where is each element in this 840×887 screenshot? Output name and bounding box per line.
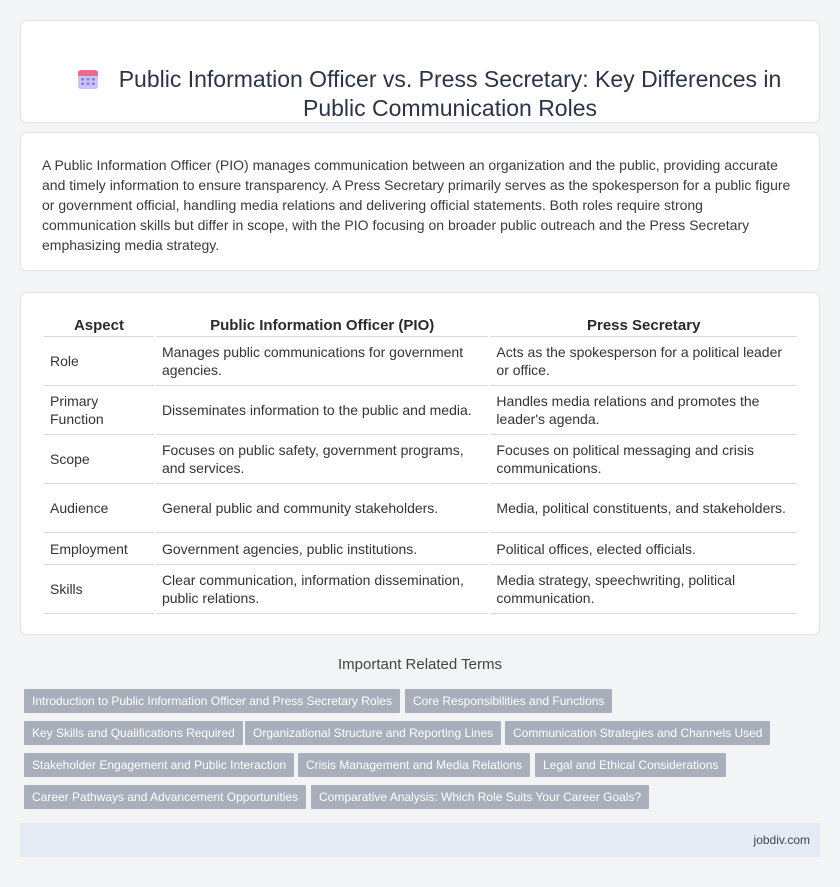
table-row	[44, 484, 797, 533]
table-cell: Scope	[44, 435, 154, 484]
table-header-row	[44, 315, 797, 337]
comparison-card	[20, 292, 820, 635]
table-row	[44, 533, 797, 565]
table-cell: Acts as the spokesperson for a political leader or office.	[490, 337, 797, 386]
calendar-icon	[76, 67, 100, 91]
table-cell: Employment	[44, 533, 154, 565]
table-cell: General public and community stakeholders.	[156, 484, 488, 533]
table-row	[44, 435, 797, 484]
related-term-tag[interactable]: Core Responsibilities and Functions	[405, 689, 612, 713]
table-cell: Role	[44, 337, 154, 386]
table-cell: Focuses on public safety, government programs, and services.	[156, 435, 488, 484]
related-term-tag[interactable]: Organizational Structure and Reporting Lines	[245, 721, 501, 745]
table-cell: Government agencies, public institutions.	[156, 533, 488, 565]
table-row	[44, 565, 797, 614]
related-term-tag[interactable]: Crisis Management and Media Relations	[298, 753, 530, 777]
table-cell: Focuses on political messaging and crisis communications.	[490, 435, 797, 484]
table-cell: Manages public communications for government agencies.	[156, 337, 488, 386]
table-cell: Political offices, elected officials.	[490, 533, 797, 565]
column-header-pio: Public Information Officer (PIO)	[156, 315, 488, 337]
table-cell: Handles media relations and promotes the leader's agenda.	[490, 386, 797, 435]
related-term-tag[interactable]: Legal and Ethical Considerations	[535, 753, 726, 777]
footer-site-link[interactable]: jobdiv.com	[753, 833, 810, 847]
related-terms-heading: Important Related Terms	[338, 656, 502, 673]
table-row	[44, 386, 797, 435]
related-term-tag[interactable]: Stakeholder Engagement and Public Interaction	[24, 753, 294, 777]
related-term-tag[interactable]: Communication Strategies and Channels Used	[505, 721, 770, 745]
related-term-tag[interactable]: Introduction to Public Information Officer and Press Secretary Roles	[24, 689, 400, 713]
table-cell: Disseminates information to the public and media.	[156, 386, 488, 435]
comparison-table	[42, 315, 799, 614]
table-cell: Media, political constituents, and stakeholders.	[490, 484, 797, 533]
related-term-tag[interactable]: Comparative Analysis: Which Role Suits Your Career Goals?	[311, 785, 649, 809]
table-cell: Audience	[44, 484, 154, 533]
footer	[20, 823, 820, 857]
table-cell: Primary Function	[44, 386, 154, 435]
column-header-press-secretary: Press Secretary	[490, 315, 797, 337]
table-cell: Skills	[44, 565, 154, 614]
table-row	[44, 337, 797, 386]
related-term-tag[interactable]: Key Skills and Qualifications Required	[24, 721, 243, 745]
related-term-tag[interactable]: Career Pathways and Advancement Opportunities	[24, 785, 306, 809]
title-card	[20, 20, 820, 123]
page-title: Public Information Officer vs. Press Secretary: Key Differences in Public Communication Roles	[118, 66, 782, 121]
table-cell: Clear communication, information dissemination, public relations.	[156, 565, 488, 614]
column-header-aspect: Aspect	[44, 315, 154, 337]
intro-card	[20, 132, 820, 271]
intro-paragraph: A Public Information Officer (PIO) manages communication between an organization and the public, providing accurate and timely information to ensure transparency. A Press Secretary primarily serves as the spokesperson for a public figure or government official, handling media relations and delivering official statements. Both roles require strong communication skills but differ in scope, with the PIO focusing on broader public outreach and the Press Secretary emphasizing media strategy.	[42, 157, 791, 253]
table-cell: Media strategy, speechwriting, political communication.	[490, 565, 797, 614]
